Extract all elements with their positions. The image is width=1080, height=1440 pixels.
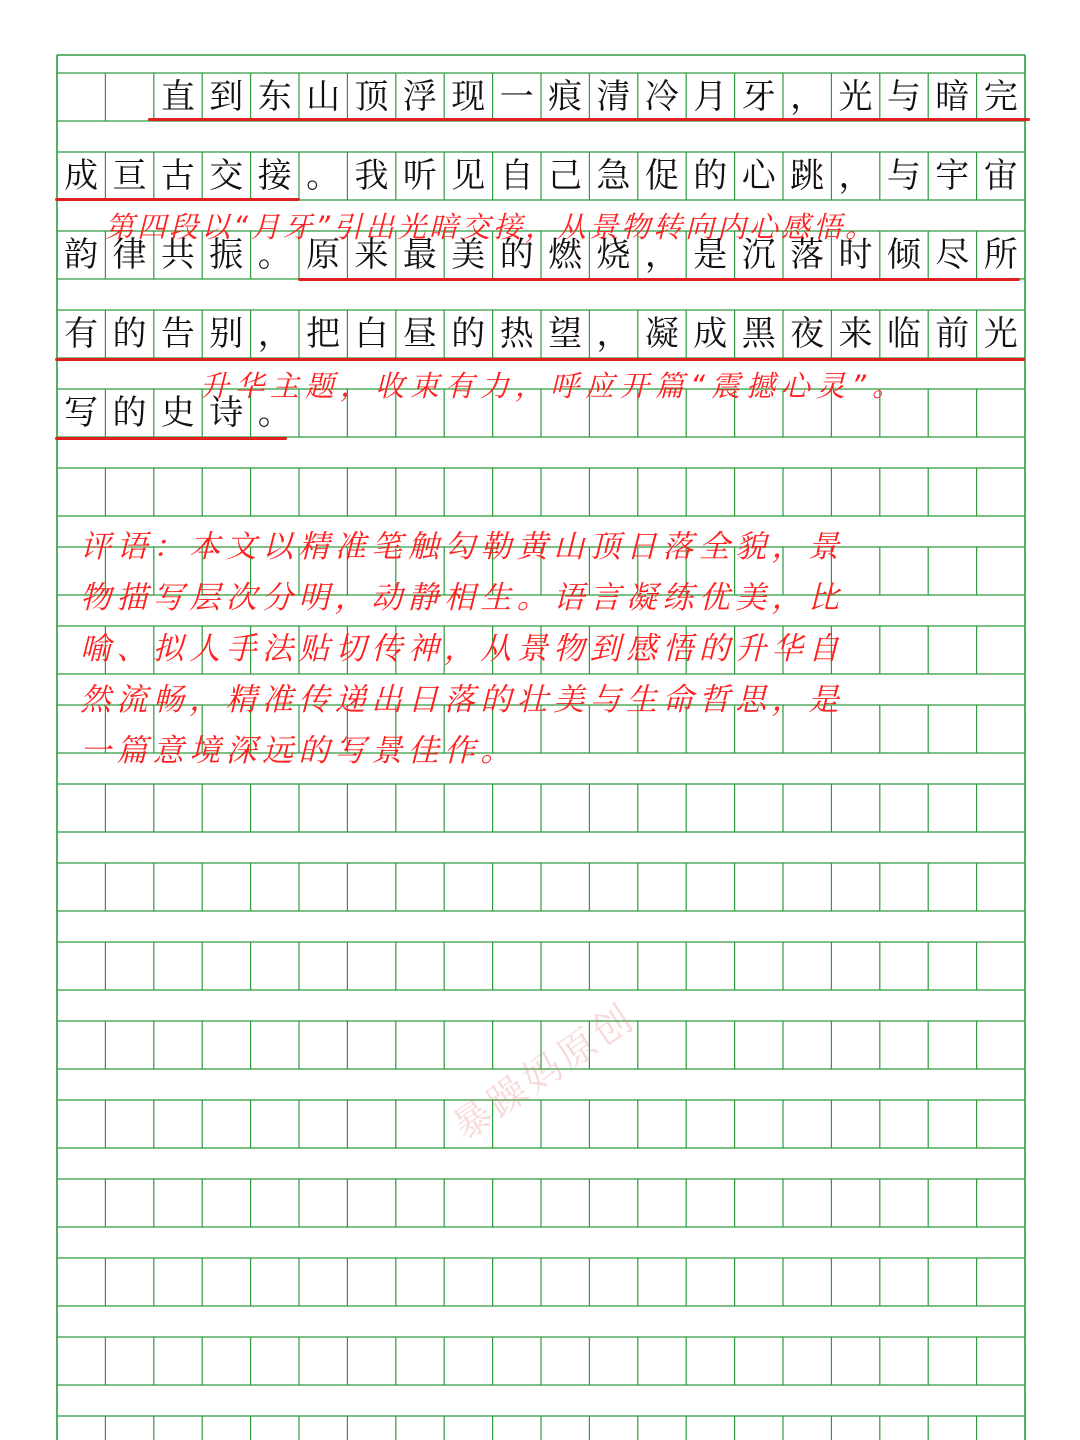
essay-character: 。 <box>306 156 341 196</box>
essay-character: 望 <box>548 314 583 354</box>
underline-sentence <box>298 278 1020 281</box>
essay-character: 促 <box>644 156 679 196</box>
essay-character: 最 <box>402 235 437 275</box>
essay-character: 的 <box>112 393 147 433</box>
essay-character <box>57 73 105 121</box>
essay-character: 自 <box>499 156 534 196</box>
essay-character <box>105 73 153 121</box>
essay-character: 史 <box>160 393 195 433</box>
comment-line: 评语：本文以精准笔触勾勒黄山顶日落全貌，景 <box>80 529 845 565</box>
essay-character: 宙 <box>983 156 1018 196</box>
essay-character: 暗 <box>935 77 970 117</box>
essay-character: 的 <box>112 314 147 354</box>
essay-character: 的 <box>693 156 728 196</box>
essay-character: 光 <box>983 314 1018 354</box>
essay-character: 。 <box>257 235 292 275</box>
essay-character: 成 <box>693 314 728 354</box>
essay-character: 。 <box>257 393 292 433</box>
essay-character: 把 <box>306 314 341 354</box>
underline-sentence <box>148 118 1030 121</box>
comment-line: 喻、拟人手法贴切传神，从景物到感悟的升华自 <box>80 631 845 667</box>
essay-character: ， <box>257 314 292 354</box>
essay-character: 诗 <box>209 393 244 433</box>
essay-character: 有 <box>64 314 99 354</box>
essay-character: 山 <box>306 77 341 117</box>
underline-sentence <box>55 358 1025 361</box>
essay-character: ， <box>790 77 825 117</box>
essay-character: 是 <box>693 235 728 275</box>
essay-character: ， <box>644 235 679 275</box>
comment-line: 物描写层次分明，动静相生。语言凝练优美，比 <box>80 580 845 616</box>
essay-character: ， <box>838 156 873 196</box>
essay-character: 宇 <box>935 156 970 196</box>
essay-character: 清 <box>596 77 631 117</box>
essay-character: 与 <box>886 156 921 196</box>
essay-character: 见 <box>451 156 486 196</box>
essay-character: 与 <box>886 77 921 117</box>
essay-character: 振 <box>209 235 244 275</box>
essay-character: 我 <box>354 156 389 196</box>
essay-character: 别 <box>209 314 244 354</box>
essay-character: 昼 <box>402 314 437 354</box>
essay-character: 写 <box>64 393 99 433</box>
essay-character: 沉 <box>741 235 776 275</box>
essay-character: 东 <box>257 77 292 117</box>
essay-character: 尽 <box>935 235 970 275</box>
essay-character: 原 <box>306 235 341 275</box>
essay-character: 律 <box>112 235 147 275</box>
essay-character: 完 <box>983 77 1018 117</box>
essay-character: 来 <box>354 235 389 275</box>
comment-line: 一篇意境深远的写景佳作。 <box>80 733 517 769</box>
essay-character: 黑 <box>741 314 776 354</box>
essay-character: 来 <box>838 314 873 354</box>
essay-character: 白 <box>354 314 389 354</box>
essay-character: 光 <box>838 77 873 117</box>
essay-character: 亘 <box>112 156 147 196</box>
underline-sentence <box>55 437 287 440</box>
essay-character: 韵 <box>64 235 99 275</box>
essay-character: 成 <box>64 156 99 196</box>
essay-character: 听 <box>402 156 437 196</box>
essay-character: 痕 <box>548 77 583 117</box>
essay-character: 现 <box>451 77 486 117</box>
theme-annotation: 升华主题，收束有力，呼应开篇“震撼心灵”。 <box>200 369 908 403</box>
essay-character: 直 <box>160 77 195 117</box>
essay-character: 临 <box>886 314 921 354</box>
essay-character: 一 <box>499 77 534 117</box>
essay-character: 己 <box>548 156 583 196</box>
essay-character: 凝 <box>644 314 679 354</box>
watermark: 暴躁妈原创 <box>444 994 644 1149</box>
essay-character: 告 <box>160 314 195 354</box>
essay-character: 的 <box>499 235 534 275</box>
essay-character: 牙 <box>741 77 776 117</box>
essay-character: 共 <box>160 235 195 275</box>
essay-character: 交 <box>209 156 244 196</box>
essay-character: 倾 <box>886 235 921 275</box>
essay-character: 所 <box>983 235 1018 275</box>
essay-character: 夜 <box>790 314 825 354</box>
essay-character: 时 <box>838 235 873 275</box>
essay-character: 古 <box>160 156 195 196</box>
essay-character: 燃 <box>548 235 583 275</box>
essay-character: 月 <box>693 77 728 117</box>
essay-character: 到 <box>209 77 244 117</box>
essay-character: 烧 <box>596 235 631 275</box>
comment-line: 然流畅，精准传递出日落的壮美与生命哲思，是 <box>80 682 845 718</box>
essay-character: 心 <box>741 156 776 196</box>
essay-character: 浮 <box>402 77 437 117</box>
essay-character: 的 <box>451 314 486 354</box>
essay-character: 顶 <box>354 77 389 117</box>
essay-character: ， <box>596 314 631 354</box>
essay-character: 落 <box>790 235 825 275</box>
essay-character: 热 <box>499 314 534 354</box>
paragraph-annotation: 第四段以“月牙”引出光暗交接，从景物转向内心感悟。 <box>105 210 878 244</box>
essay-character: 接 <box>257 156 292 196</box>
essay-character: 前 <box>935 314 970 354</box>
underline-sentence <box>55 198 300 201</box>
essay-character: 冷 <box>644 77 679 117</box>
essay-character: 跳 <box>790 156 825 196</box>
essay-character: 急 <box>596 156 631 196</box>
essay-character: 美 <box>451 235 486 275</box>
